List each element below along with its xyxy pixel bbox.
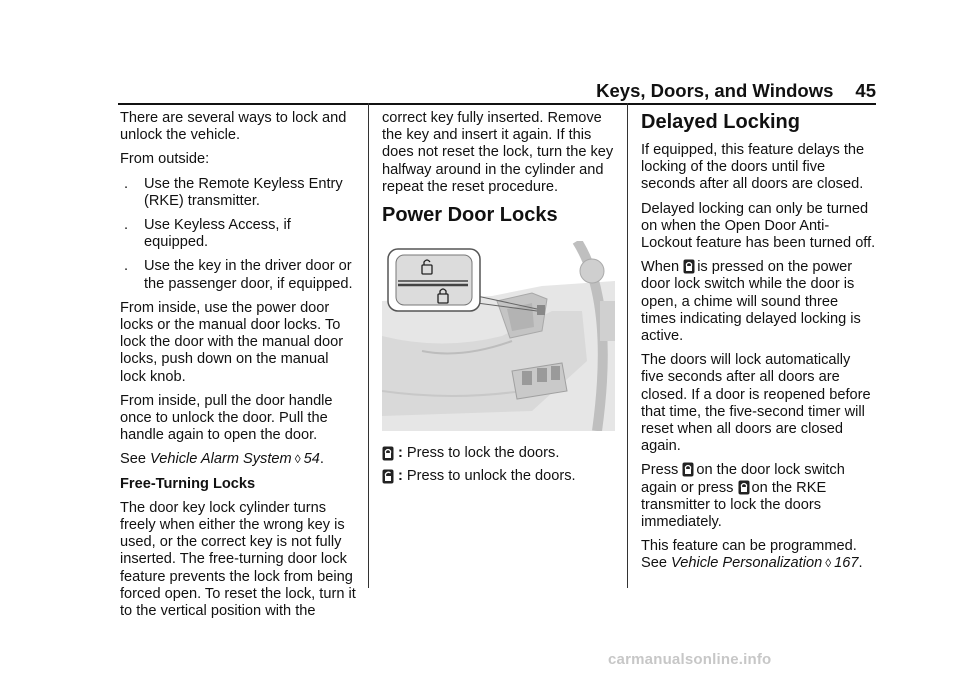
press-middle: on the door lock switch again or press	[641, 462, 845, 496]
automatic-lock-paragraph: The doors will lock automatically five seconds after all doors are closed. If a door is reopened before that time, the five-second timer will reset when all doors are closed again.	[641, 352, 871, 455]
page-header	[596, 80, 876, 102]
section-heading-delayed-locking: Delayed Locking	[641, 111, 800, 133]
period: .	[858, 555, 863, 572]
free-turning-paragraph: The door key lock cylinder turns freely when either the wrong key is used, or the correct key is not fully inserted. The free-turning door lock feature prevents the lock from being forced open. To reset the lock, turn it to the vertical position with the	[120, 499, 356, 620]
column-divider-2	[627, 103, 628, 588]
bullet-mark: .	[124, 175, 129, 192]
intro-paragraph: There are several ways to lock and unlock the vehicle.	[120, 110, 347, 144]
delayed-locking-when	[641, 259, 877, 345]
watermark: carmanualsonline.info	[608, 651, 772, 668]
cross-reference-link[interactable]: Vehicle Personalization	[671, 555, 823, 572]
bullet-text: Use the Remote Keyless Entry (RKE) transmitter.	[144, 175, 343, 209]
column-1	[120, 110, 356, 627]
caption-unlock-text: Press to unlock the doors.	[406, 468, 576, 485]
cross-reference-page[interactable]: 167	[834, 555, 859, 572]
caption-colon: :	[398, 468, 403, 485]
lock-icon	[682, 462, 694, 477]
caption-lock	[382, 445, 618, 462]
press-end: on the RKE transmitter to lock the doors immediately.	[641, 479, 827, 531]
header-title: Keys, Doors, and Windows	[596, 80, 834, 101]
caption-colon: :	[398, 445, 403, 462]
bullet-text: Use the key in the driver door or the passenger door, if equipped.	[144, 258, 353, 292]
delayed-locking-condition: Delayed locking can only be turned on when the Open Door Anti-Lockout feature has been turned off.	[641, 200, 876, 252]
see-prefix: See	[120, 451, 146, 468]
column-3	[641, 110, 877, 580]
delayed-locking-intro: If equipped, this feature delays the locking of the doors until five seconds after all doors are closed.	[641, 142, 865, 193]
inside-unlock-paragraph: From inside, pull the door handle once to unlock the door. Pull the handle again to open the door.	[120, 392, 333, 444]
page-ref-arrow-icon: ◊	[825, 556, 832, 571]
when-text: is pressed on the power door lock switch while the door is open, a chime will sound three times indicating delayed locking is active.	[641, 259, 861, 345]
column-2	[382, 110, 618, 491]
press-paragraph	[641, 462, 877, 531]
see-prefix: See	[641, 555, 667, 572]
bullet-mark: .	[124, 258, 129, 275]
bullet-mark: .	[124, 217, 129, 234]
caption-unlock	[382, 468, 618, 485]
programmable-paragraph	[641, 538, 877, 572]
caption-lock-text: Press to lock the doors.	[406, 445, 560, 462]
cross-reference-link[interactable]: Vehicle Alarm System	[150, 451, 292, 468]
inside-lock-paragraph: From inside, use the power door locks or the manual door locks. To lock the door with the manual door locks, push down on the manual lock knob.	[120, 299, 344, 385]
section-heading-power-door-locks: Power Door Locks	[382, 204, 558, 227]
lock-icon	[683, 259, 695, 274]
see-reference	[120, 451, 356, 468]
list-item	[120, 217, 356, 251]
from-outside-label: From outside:	[120, 151, 210, 168]
lock-icon	[738, 480, 750, 495]
page-number: 45	[855, 80, 876, 101]
bullet-text: Use Keyless Access, if equipped.	[144, 217, 291, 251]
lock-icon	[382, 446, 394, 461]
reset-paragraph: correct key fully inserted. Remove the key and insert it again. If this does not reset the lock, turn the key halfway around in the cylinder and repeat the reset procedure.	[382, 110, 614, 195]
cross-reference-page[interactable]: 54	[303, 451, 320, 468]
header-rule	[118, 103, 876, 105]
subheading-free-turning-locks: Free-Turning Locks	[120, 475, 256, 492]
page-ref-arrow-icon: ◊	[294, 452, 301, 467]
press-prefix: Press	[641, 462, 679, 479]
list-item	[120, 176, 356, 210]
unlock-icon	[382, 469, 394, 484]
list-item	[120, 258, 356, 292]
programmable-text: This feature can be programmed.	[641, 538, 857, 555]
period: .	[319, 451, 324, 468]
when-prefix: When	[641, 259, 680, 276]
column-divider-1	[368, 103, 369, 588]
door-lock-switch-illustration	[382, 241, 615, 431]
